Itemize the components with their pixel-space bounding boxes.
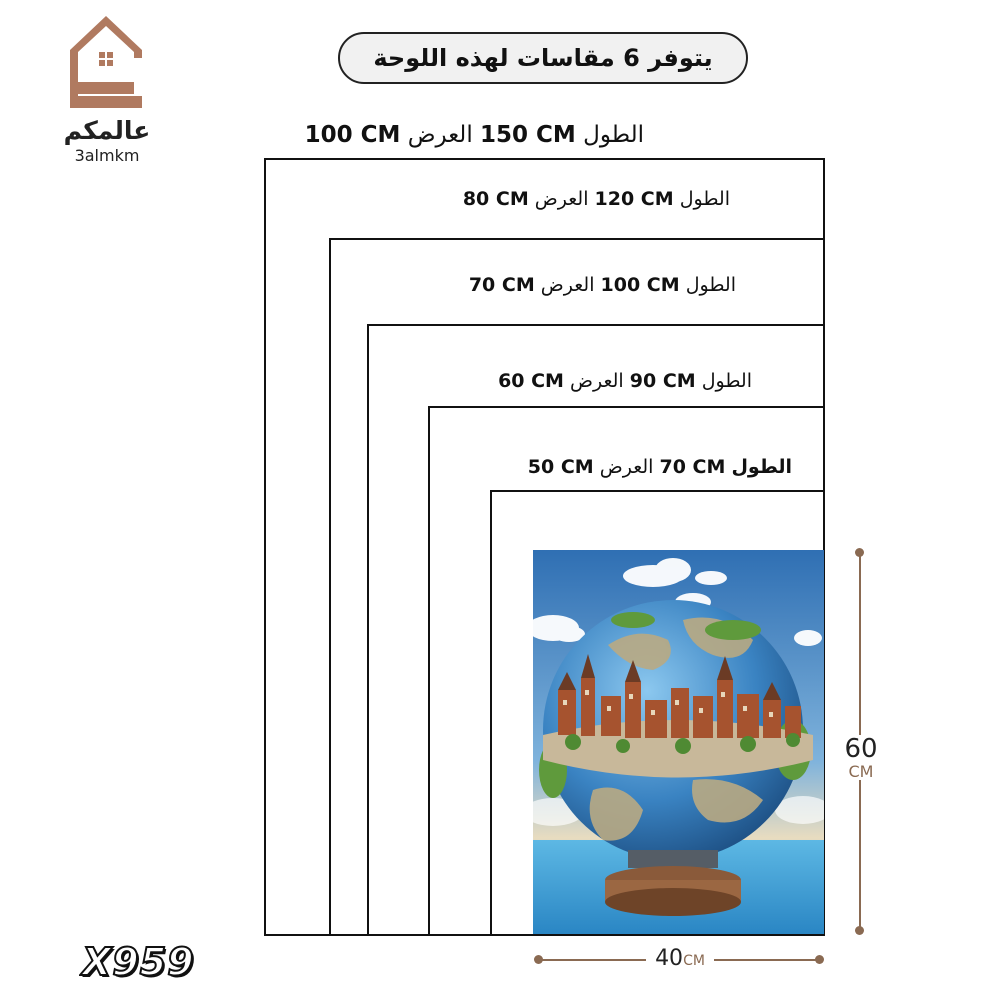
size-label-1: الطول 150 CM العرض 100 CM [304,122,644,148]
width-dimension-left-dot [534,955,543,964]
size-label-2: الطول 120 CM العرض 80 CM [462,188,730,210]
width-value: 40 [655,946,684,971]
width-dimension-label [646,946,714,971]
brand-name-latin: 3almkm [74,146,140,165]
size-label-4: الطول 90 CM العرض 60 CM [498,370,752,392]
size-label-5: الطول 70 CM العرض 50 CM [527,456,792,478]
brand-name-arabic: عالمكم [63,116,151,145]
width-unit: CM [683,953,705,969]
artwork-globe-city [533,550,824,934]
width-dimension-right-dot [815,955,824,964]
height-value: 60 [844,734,878,764]
height-dimension-bottom-dot [855,926,864,935]
sizes-title: يتوفر 6 مقاسات لهذه اللوحة [338,32,748,84]
height-dimension-label [836,735,886,780]
height-dimension-top-dot [855,548,864,557]
size-label-3: الطول 100 CM العرض 70 CM [468,274,736,296]
product-code: X959 [82,940,195,984]
height-unit: CM [848,761,874,781]
brand-logo-icon [66,14,146,110]
